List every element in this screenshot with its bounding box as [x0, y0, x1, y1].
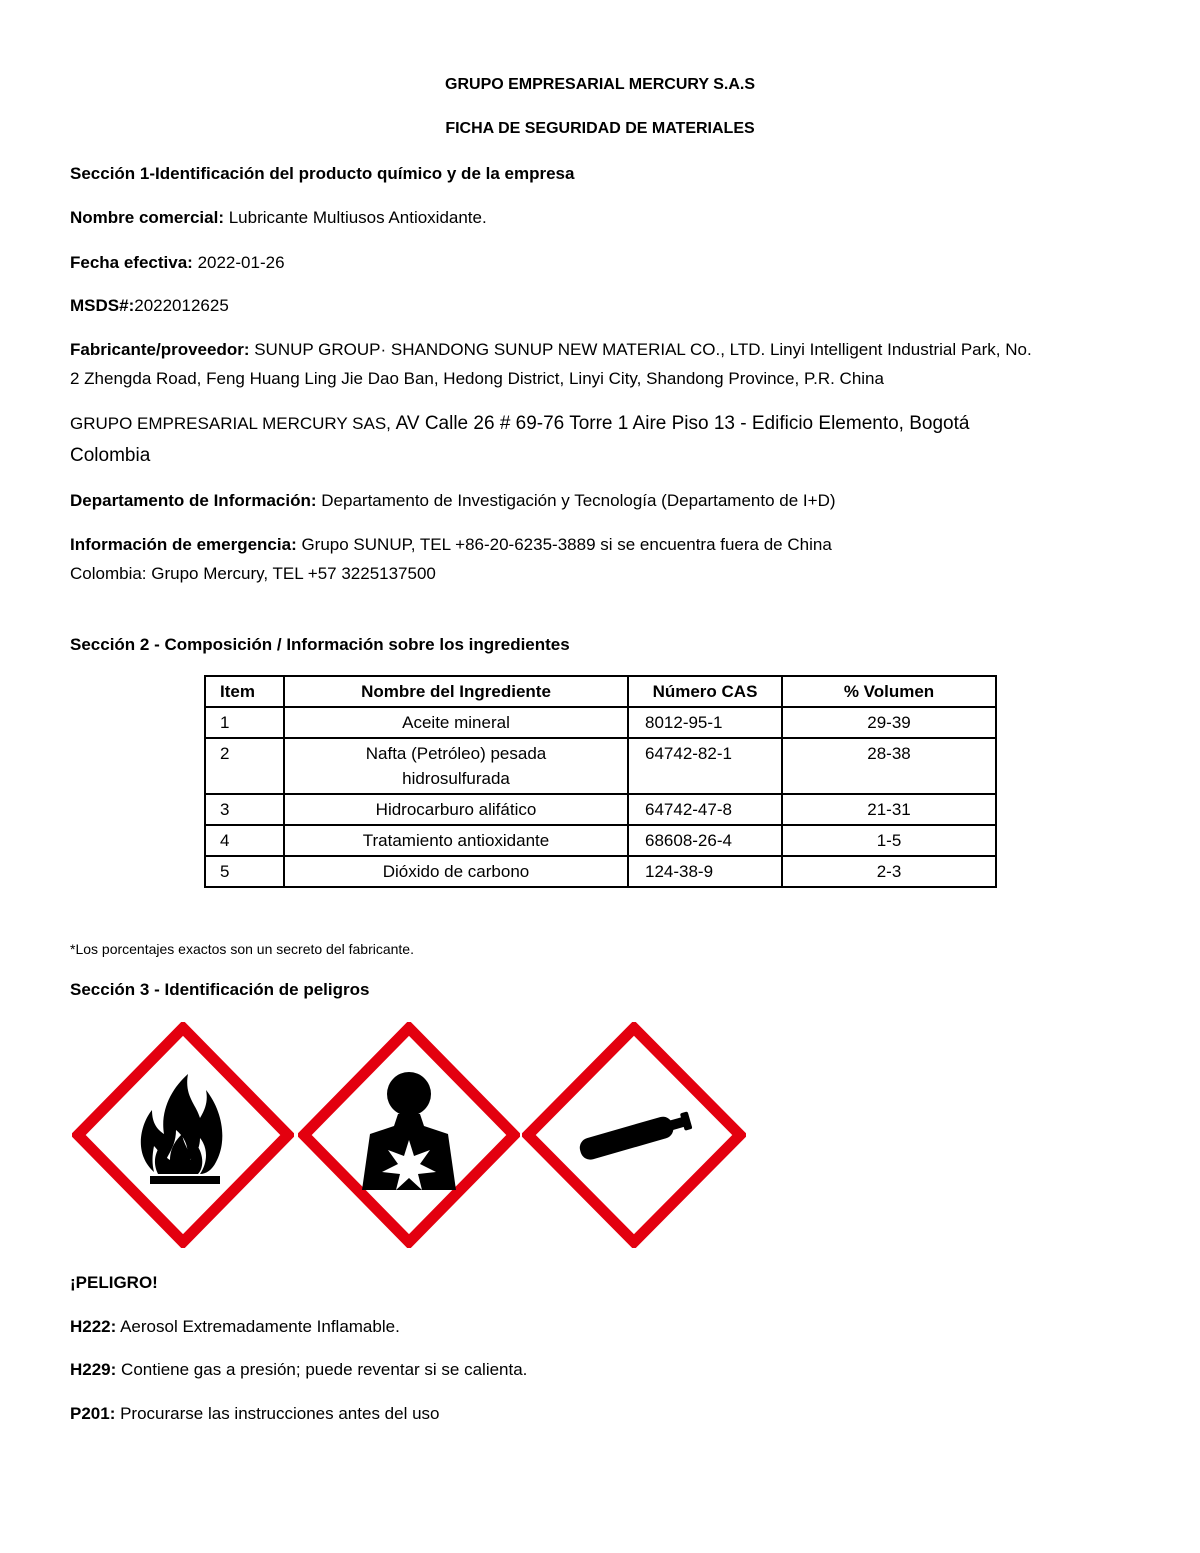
table-header-row: [205, 676, 996, 707]
hazard-statement-h222: [70, 1312, 1140, 1341]
table-footnote: *Los porcentajes exactos son un secreto del fabricante.: [70, 941, 414, 957]
trade-name-line: [70, 203, 1140, 232]
statement-text: Procurarse las instrucciones antes del uso: [115, 1404, 440, 1423]
department-label: Departamento de Información:: [70, 491, 317, 510]
document-title: FICHA DE SEGURIDAD DE MATERIALES: [445, 120, 755, 137]
cell-name: Hidrocarburo alifático: [284, 794, 628, 825]
msds-line: [70, 291, 1140, 320]
trade-name-value: Lubricante Multiusos Antioxidante.: [224, 208, 487, 227]
table-row: [205, 707, 996, 738]
effective-date-label: Fecha efectiva:: [70, 253, 193, 272]
cell-item: 2: [205, 738, 284, 794]
section-2-heading: Sección 2 - Composición / Información sobre los ingredientes: [70, 635, 570, 654]
msds-label: MSDS#:: [70, 296, 135, 315]
table-row: [205, 794, 996, 825]
msds-value: 2022012625: [134, 296, 229, 315]
department-line: [70, 486, 1140, 515]
statement-text: Aerosol Extremadamente Inflamable.: [116, 1317, 400, 1336]
mercury-address-line: [70, 409, 1140, 438]
statement-code: H229:: [70, 1360, 117, 1379]
statement-code: P201:: [70, 1404, 116, 1423]
department-value: Departamento de Investigación y Tecnología (Departamento de I+D): [316, 491, 836, 510]
section-3-heading: Sección 3 - Identificación de peligros: [70, 980, 370, 999]
cell-volume: 1-5: [782, 825, 996, 856]
cell-item: 4: [205, 825, 284, 856]
column-header-item: Item: [205, 676, 284, 707]
effective-date-line: [70, 248, 1140, 277]
cell-cas: 64742-82-1: [628, 738, 782, 794]
effective-date-value: 2022-01-26: [192, 253, 285, 272]
manufacturer-value: SUNUP GROUP· SHANDONG SUNUP NEW MATERIAL CO., LTD. Linyi Intelligent Industrial Park, No.: [249, 340, 1032, 359]
mercury-address: AV Calle 26 # 69-76 Torre 1 Aire Piso 13 - Edificio Elemento, Bogotá: [395, 413, 970, 434]
cell-name: Aceite mineral: [284, 707, 628, 738]
cell-name: Dióxido de carbono: [284, 856, 628, 887]
emergency-value: Grupo SUNUP, TEL +86-20-6235-3889 si se encuentra fuera de China: [296, 535, 832, 554]
cell-volume: 29-39: [782, 707, 996, 738]
cell-cas: 8012-95-1: [628, 707, 782, 738]
cell-item: 1: [205, 707, 284, 738]
section-1-heading: Sección 1-Identificación del producto químico y de la empresa: [70, 164, 575, 183]
health-hazard-icon: [298, 1022, 520, 1248]
manufacturer-line-1: [70, 335, 1140, 364]
company-name: GRUPO EMPRESARIAL MERCURY S.A.S: [445, 76, 755, 93]
table-row: [205, 856, 996, 887]
cell-name: Tratamiento antioxidante: [284, 825, 628, 856]
cell-cas: 64742-47-8: [628, 794, 782, 825]
emergency-label: Información de emergencia:: [70, 535, 297, 554]
signal-word: ¡PELIGRO!: [70, 1273, 158, 1292]
manufacturer-line-2: 2 Zhengda Road, Feng Huang Ling Jie Dao Ban, Hedong District, Linyi City, Shandong Province, P.R. China: [70, 369, 884, 388]
mercury-name: GRUPO EMPRESARIAL MERCURY SAS,: [70, 414, 396, 433]
gas-cylinder-icon: [522, 1022, 746, 1248]
manufacturer-label: Fabricante/proveedor:: [70, 340, 250, 359]
cell-cas: 68608-26-4: [628, 825, 782, 856]
emergency-line: [70, 530, 1140, 559]
cell-name: Nafta (Petróleo) pesada hidrosulfurada: [284, 738, 628, 794]
cell-volume: 28-38: [782, 738, 996, 794]
table-row: [205, 738, 996, 794]
cell-cas: 124-38-9: [628, 856, 782, 887]
emergency-colombia: Colombia: Grupo Mercury, TEL +57 3225137500: [70, 564, 436, 583]
cell-item: 3: [205, 794, 284, 825]
column-header-name: Nombre del Ingrediente: [284, 676, 628, 707]
statement-code: H222:: [70, 1317, 117, 1336]
cell-volume: 2-3: [782, 856, 996, 887]
cell-item: 5: [205, 856, 284, 887]
flame-icon: [72, 1022, 294, 1248]
cell-volume: 21-31: [782, 794, 996, 825]
trade-name-label: Nombre comercial:: [70, 208, 224, 227]
statement-text: Contiene gas a presión; puede reventar si se calienta.: [116, 1360, 528, 1379]
hazard-statement-h229: [70, 1355, 1140, 1384]
precaution-statement-p201: [70, 1399, 1140, 1428]
column-header-volume: % Volumen: [782, 676, 996, 707]
ingredients-table: [204, 675, 997, 888]
mercury-country: Colombia: [70, 445, 151, 466]
column-header-cas: Número CAS: [628, 676, 782, 707]
table-row: [205, 825, 996, 856]
